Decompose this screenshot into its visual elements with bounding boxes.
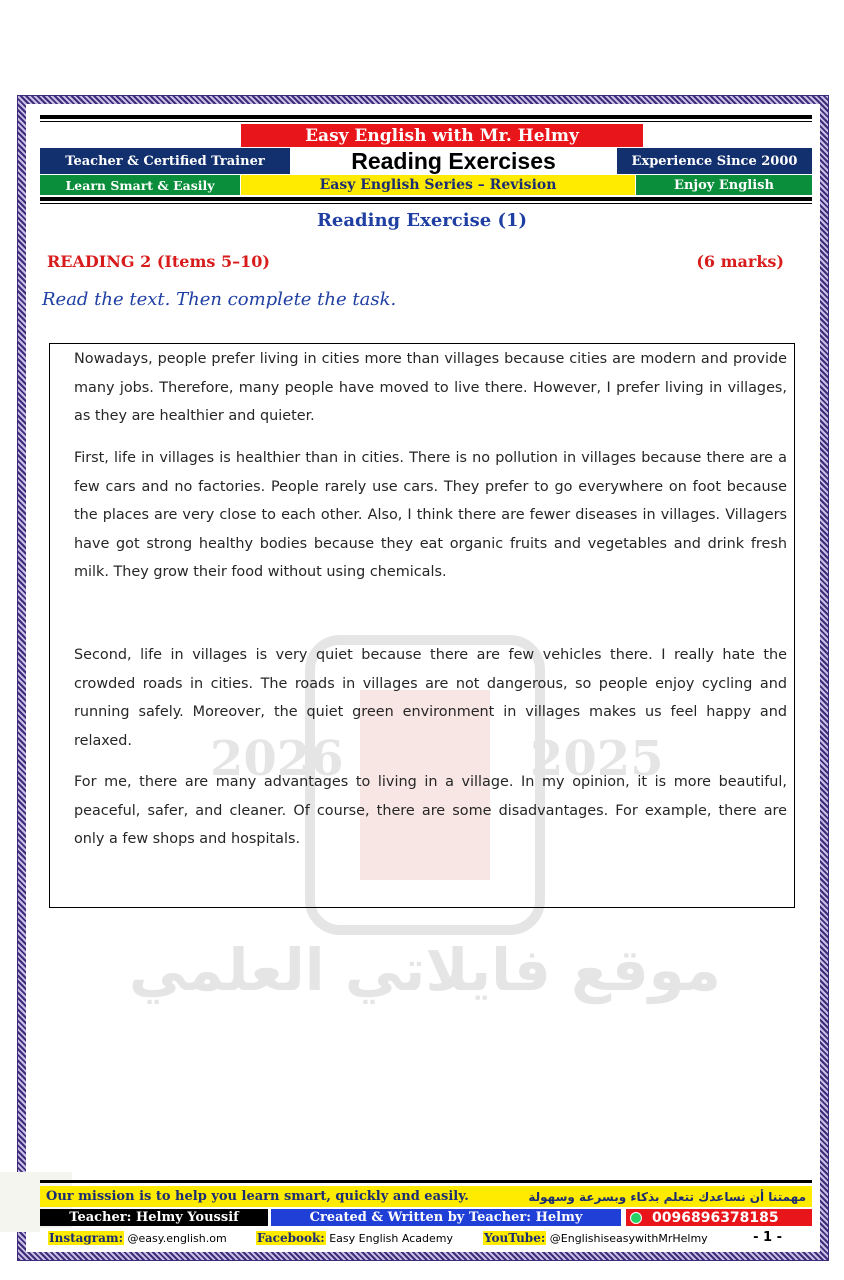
footer-mission-bar bbox=[40, 1186, 812, 1207]
section-label: READING 2 (Items 5–10) bbox=[47, 252, 270, 271]
learn-smart-label: Learn Smart & Easily bbox=[40, 175, 240, 195]
youtube-link[interactable] bbox=[483, 1231, 708, 1245]
mission-english: Our mission is to help you learn smart, quickly and easily. bbox=[46, 1189, 469, 1204]
facebook-link[interactable] bbox=[256, 1231, 453, 1245]
passage-paragraph-4: For me, there are many advantages to living in a village. In my opinion, it is more beautiful, peaceful, safer, and cleaner. Of course, there are some disadvantages. For example, there are only a few shops and hospitals. bbox=[74, 774, 787, 847]
mission-arabic: مهمتنا أن نساعدك تتعلم بذكاء وبسرعة وسهولة bbox=[528, 1189, 806, 1204]
series-label: Easy English Series – Revision bbox=[241, 175, 635, 195]
footer-created-by: Created & Written by Teacher: Helmy bbox=[271, 1209, 621, 1226]
brand-banner: Easy English with Mr. Helmy bbox=[241, 124, 643, 147]
footer-rule bbox=[40, 1180, 812, 1183]
header-rule-bottom-thin bbox=[40, 203, 812, 204]
section-marks: (6 marks) bbox=[696, 252, 784, 271]
page-title: Reading Exercises bbox=[291, 148, 616, 174]
footer-social-row bbox=[40, 1228, 812, 1248]
facebook-handle: Easy English Academy bbox=[329, 1232, 453, 1245]
phone-number: 0096896378185 bbox=[652, 1209, 779, 1226]
header-rule-bottom bbox=[40, 197, 812, 201]
header-rule-top bbox=[40, 115, 812, 119]
task-instruction: Read the text. Then complete the task. bbox=[42, 289, 397, 310]
experience-label: Experience Since 2000 bbox=[617, 148, 812, 174]
whatsapp-icon bbox=[630, 1212, 642, 1224]
footer-phone[interactable] bbox=[626, 1209, 812, 1226]
instagram-label: Instagram: bbox=[49, 1231, 124, 1245]
header-rule-top-thin bbox=[40, 121, 812, 122]
enjoy-english-label: Enjoy English bbox=[636, 175, 812, 195]
footer-teacher: Teacher: Helmy Youssif bbox=[40, 1209, 268, 1226]
facebook-label: Facebook: bbox=[257, 1231, 325, 1245]
passage-paragraph-2: First, life in villages is healthier than in cities. There is no pollution in villages because there are a few cars and no factories. People rarely use cars. They prefer to go everywhere on foot because the places are very close to each other. Also, I think there are fewer diseases in villages. Villagers have got strong healthy bodies because they eat organic fruits and vegetables and drink fresh milk. They grow their food without using chemicals. bbox=[74, 450, 787, 580]
page-number: - 1 - bbox=[753, 1230, 782, 1245]
instagram-link[interactable] bbox=[48, 1231, 227, 1245]
passage-paragraph-1: Nowadays, people prefer living in cities more than villages because cities are modern and provide many jobs. Therefore, many people have moved to live there. However, I prefer living in villages, as they are healthier and quieter. bbox=[74, 351, 787, 424]
youtube-handle: @EnglishiseasywithMrHelmy bbox=[549, 1232, 708, 1245]
instagram-handle: @easy.english.om bbox=[127, 1232, 227, 1245]
passage-paragraph-3: Second, life in villages is very quiet because there are few vehicles there. I really hate the crowded roads in cities. The roads in villages are not dangerous, so people enjoy cycling and running safely. Moreover, the quiet green environment in villages makes us feel happy and relaxed. bbox=[74, 647, 787, 749]
exercise-title: Reading Exercise (1) bbox=[316, 210, 528, 231]
teacher-trainer-label: Teacher & Certified Trainer bbox=[40, 148, 290, 174]
youtube-label: YouTube: bbox=[484, 1231, 546, 1245]
